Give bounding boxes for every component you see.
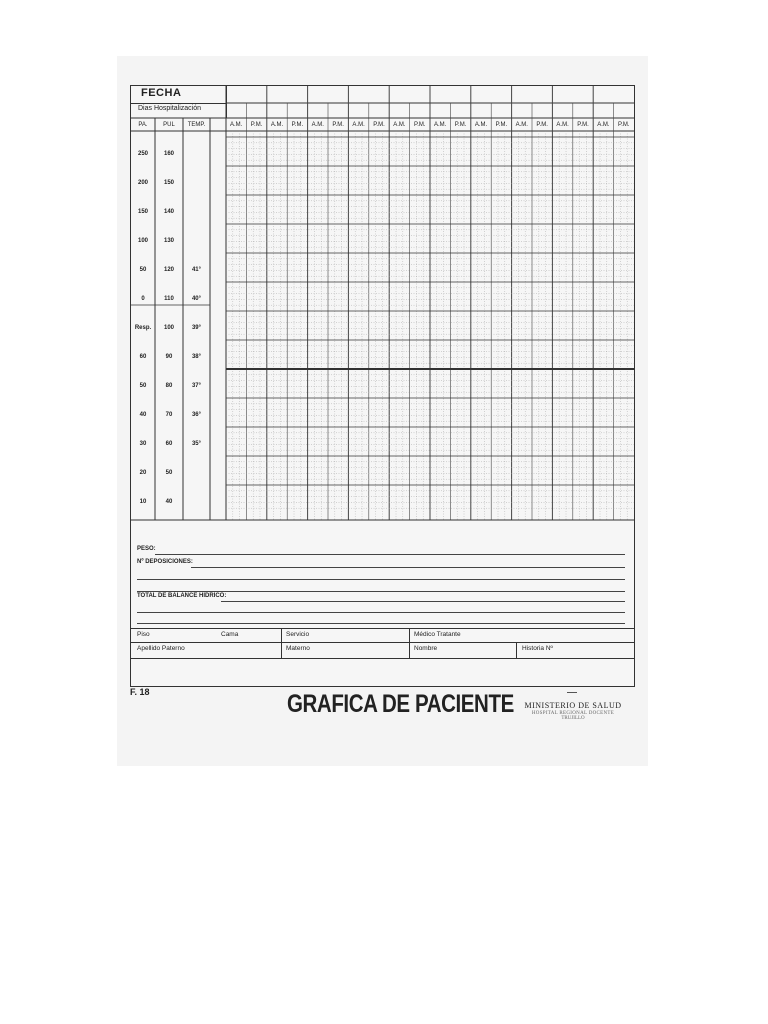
time-slot-header: A.M. (270, 122, 284, 128)
info-divider-5 (516, 642, 517, 658)
apellido-paterno-label: Apellido Paterno (137, 645, 185, 652)
scale-temp-label: 35° (191, 441, 202, 447)
fecha-label: FECHA (141, 87, 182, 99)
dias-hospitalizacion-label: Dias Hospitalización (138, 105, 202, 112)
scale-pul-label: 90 (165, 354, 173, 360)
info-divider-2 (409, 628, 410, 642)
time-slot-header: A.M. (393, 122, 406, 128)
scale-pul-label: 80 (165, 383, 173, 389)
scale-pa-label: 20 (139, 470, 147, 476)
scale-temp-label: 41° (191, 267, 202, 273)
scale-pa-label: 200 (137, 180, 148, 186)
scale-pul-label: 70 (165, 412, 173, 418)
nombre-label: Nombre (414, 645, 438, 652)
time-slot-header: A.M. (597, 122, 610, 128)
scale-pa-label: Resp. (134, 325, 152, 331)
patient-chart-form (130, 85, 635, 687)
time-slot-header: P.M. (577, 122, 589, 128)
scale-pa-label: 40 (139, 412, 147, 418)
balance-label: TOTAL DE BALANCE HIDRICO: (137, 593, 227, 599)
scale-pul-label: 130 (163, 238, 174, 244)
time-slot-header: A.M. (556, 122, 569, 128)
scale-temp-label: 36° (191, 412, 202, 418)
deposiciones-line[interactable] (191, 567, 625, 568)
scale-temp-label: 40° (191, 296, 202, 302)
peso-line[interactable] (155, 554, 625, 555)
balance-line-3[interactable] (137, 623, 625, 624)
peso-label: PESO: (137, 546, 156, 552)
scale-pul-label: 150 (163, 180, 174, 186)
time-slot-header: A.M. (311, 122, 324, 128)
scale-pul-label: 50 (165, 470, 173, 476)
servicio-label: Servicio (286, 631, 310, 638)
balance-line[interactable] (221, 601, 625, 602)
form-number: F. 18 (130, 687, 150, 697)
scale-pul-label: 100 (163, 325, 174, 331)
info-divider-3 (281, 642, 282, 658)
info-divider-4 (409, 642, 410, 658)
time-slot-header: A.M. (474, 122, 488, 128)
scale-pul-label: 140 (163, 209, 174, 215)
scale-pa-label: 50 (139, 383, 147, 389)
time-slot-header: P.M. (250, 122, 263, 128)
scale-pa-label: 60 (139, 354, 147, 360)
scale-pul-label: 110 (164, 296, 174, 302)
info-bottom-divider (131, 658, 634, 659)
pul-header: PUL (163, 122, 175, 128)
piso-label: Piso (137, 631, 150, 638)
time-slot-header: P.M. (332, 122, 344, 128)
cama-label: Cama (221, 631, 239, 638)
scale-pa-label: 100 (137, 238, 148, 244)
scale-pa-label: 50 (139, 267, 147, 273)
city-name: TRUJILLO (561, 716, 585, 721)
paper-sheet (117, 56, 648, 766)
time-slot-header: A.M. (515, 122, 528, 128)
time-slot-header: P.M. (454, 122, 467, 128)
info-mid-divider (131, 642, 634, 643)
ministry-mark (567, 692, 577, 693)
scale-pa-label: 150 (137, 209, 148, 215)
time-slot-header: P.M. (291, 122, 304, 128)
time-slot-header: A.M. (230, 122, 243, 128)
medico-tratante-label: Médico Tratante (414, 631, 461, 638)
deposiciones-line-3[interactable] (137, 591, 625, 592)
historia-label: Historia Nº (522, 645, 553, 652)
ministry-name: MINISTERIO DE SALUD (524, 701, 622, 710)
scale-pul-label: 40 (165, 499, 173, 505)
scale-temp-label: 37° (191, 383, 202, 389)
balance-line-2[interactable] (137, 612, 625, 613)
info-top-divider (131, 628, 634, 629)
info-divider-1 (281, 628, 282, 642)
pa-header: PA. (138, 122, 148, 128)
time-slot-header: P.M. (495, 122, 508, 128)
scale-pa-label: 10 (139, 499, 147, 505)
materno-label: Materno (286, 645, 310, 652)
time-slot-header: P.M. (536, 122, 548, 128)
time-slot-header: P.M. (414, 122, 426, 128)
scale-pa-label: 250 (137, 151, 148, 157)
scale-pul-label: 120 (163, 267, 174, 273)
hospital-name: HOSPITAL REGIONAL DOCENTE (531, 711, 615, 716)
scale-pa-label: 30 (139, 441, 147, 447)
temp-header: TEMP. (187, 122, 206, 128)
scale-pa-label: 0 (141, 296, 145, 302)
scale-pul-label: 160 (163, 151, 174, 157)
scale-temp-label: 39° (191, 325, 202, 331)
page-title: GRAFICA DE PACIENTE (287, 690, 514, 718)
time-slot-header: A.M. (434, 122, 447, 128)
time-slot-header: P.M. (373, 122, 385, 128)
deposiciones-line-2[interactable] (137, 579, 625, 580)
scale-temp-label: 38° (191, 354, 202, 360)
scale-pul-label: 60 (165, 441, 173, 447)
ministry-block (509, 701, 637, 721)
deposiciones-label: Nº DEPOSICIONES: (137, 559, 193, 565)
time-slot-header: P.M. (618, 122, 630, 128)
time-slot-header: A.M. (352, 122, 365, 128)
